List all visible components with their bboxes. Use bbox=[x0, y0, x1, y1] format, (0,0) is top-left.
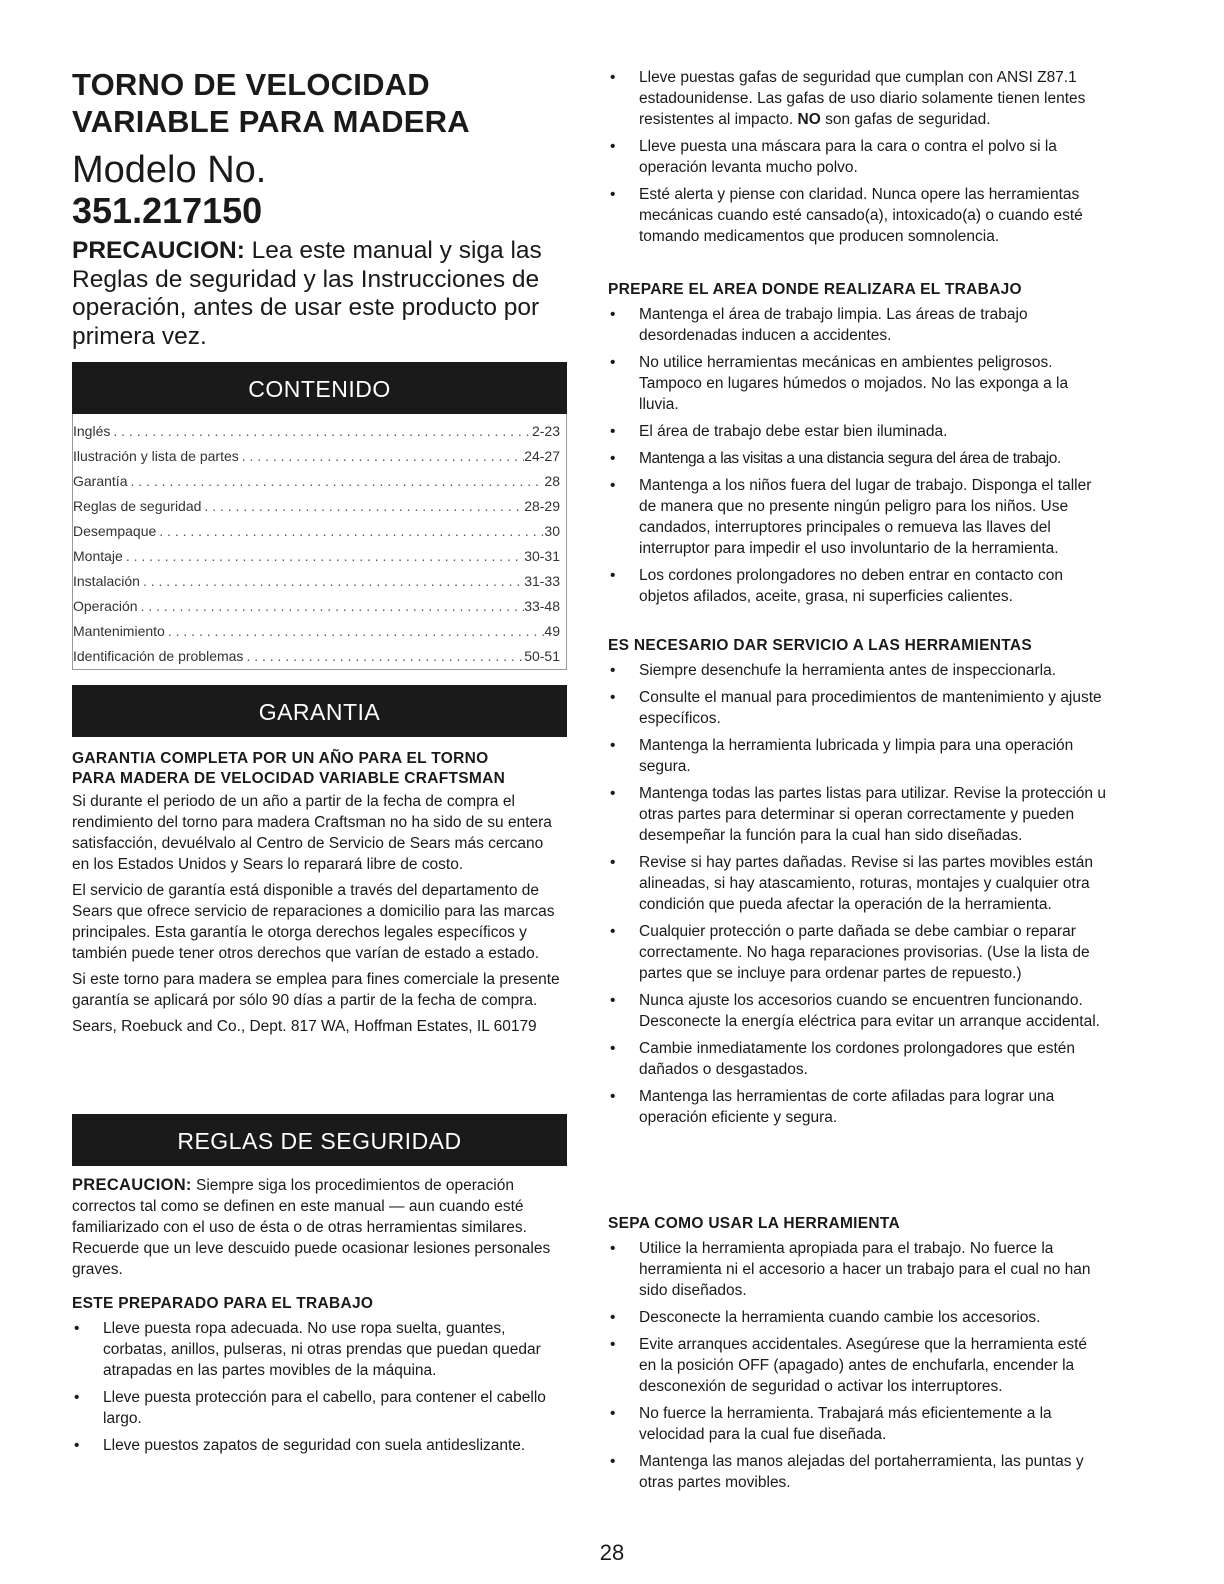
list-item-text: Cambie inmediatamente los cordones prolongadores que estén dañados o desgastados. bbox=[639, 1040, 1075, 1078]
toc-pages: 2-23 bbox=[531, 423, 560, 439]
list-item-text: Evite arranques accidentales. Asegúrese que la herramienta esté en la posición OFF (apagado) antes de enchufarla, encender la desconexión de seguridad o activar los interruptores. bbox=[639, 1336, 1088, 1395]
list-item bbox=[608, 783, 1106, 846]
toc-row bbox=[73, 620, 560, 642]
document-title bbox=[72, 66, 470, 140]
bullet: • bbox=[610, 1240, 616, 1257]
warranty-paragraph: El servicio de garantía está disponible a través del departamento de Sears que ofrece servicio de reparaciones a domicilio para las marcas principales. Esta garantía le otorga derechos legales específicos y también puede tener otros derechos que varían de estado a estado. bbox=[72, 882, 555, 962]
caution-intro-text: Lea este manual y siga las Reglas de seguridad y las Instrucciones de operación, antes de usar este producto por primera vez. bbox=[72, 237, 542, 350]
toc-label: Reglas de seguridad bbox=[73, 498, 202, 514]
service-heading: ES NECESARIO DAR SERVICIO A LAS HERRAMIENTAS bbox=[608, 637, 1032, 654]
bullet: • bbox=[610, 354, 616, 371]
list-item-text: Nunca ajuste los accesorios cuando se encuentren funcionando. Desconecte la energía eléctrica para evitar un arranque accidental. bbox=[639, 992, 1100, 1030]
toc-label: Operación bbox=[73, 598, 138, 614]
bullet: • bbox=[74, 1437, 80, 1454]
bullet: • bbox=[610, 567, 616, 584]
bullet: • bbox=[610, 1336, 616, 1353]
list-item-text: Utilice la herramienta apropiada para el trabajo. No fuerce la herramienta ni el accesorio a hacer un trabajo para el cual no han sido diseñados. bbox=[639, 1240, 1091, 1299]
warranty-paragraph: Si este torno para madera se emplea para fines comerciale la presente garantía se aplicará por sólo 90 días a partir de la fecha de compra. bbox=[72, 971, 560, 1009]
bullet: • bbox=[610, 1453, 616, 1470]
list-item-text: No fuerce la herramienta. Trabajará más eficientemente a la velocidad para la cual fue diseñada. bbox=[639, 1405, 1052, 1443]
prepared-continued-section bbox=[608, 67, 1106, 253]
list-item bbox=[608, 421, 1106, 442]
list-item bbox=[608, 687, 1106, 729]
work-area-list bbox=[608, 304, 1106, 607]
toc-pages: 31-33 bbox=[524, 573, 560, 589]
bullet: • bbox=[74, 1389, 80, 1406]
list-item-text: Esté alerta y piense con claridad. Nunca opere las herramientas mecánicas cuando esté cansado(a), intoxicado(a) o cuando esté tomando medicamentos que producen somnolencia. bbox=[639, 186, 1083, 245]
list-item bbox=[608, 352, 1106, 415]
list-item-text: Mantenga las herramientas de corte afiladas para lograr una operación eficiente y segura. bbox=[639, 1088, 1055, 1126]
list-item bbox=[608, 921, 1106, 984]
toc-leader bbox=[239, 445, 524, 467]
list-item-text: Mantenga a las visitas a una distancia segura del área de trabajo. bbox=[639, 450, 1061, 467]
caution-keyword: PRECAUCION: bbox=[72, 237, 245, 264]
list-item-text: El área de trabajo debe estar bien iluminada. bbox=[639, 423, 948, 440]
toc-pages: 28-29 bbox=[524, 498, 560, 514]
list-item-text: Los cordones prolongadores no deben entrar en contacto con objetos afilados, aceite, grasa, ni superficies calientes. bbox=[639, 567, 1063, 605]
list-item-text: Cualquier protección o parte dañada se debe cambiar o reparar correctamente. No haga reparaciones provisorias. (Use la lista de partes que se incluye para ordenar partes de repuesto.) bbox=[639, 923, 1090, 982]
list-item bbox=[608, 660, 1106, 681]
list-item bbox=[608, 565, 1106, 607]
list-item-text: Lleve puesta protección para el cabello, para contener el cabello largo. bbox=[103, 1389, 546, 1427]
list-item bbox=[608, 1403, 1106, 1445]
list-item bbox=[608, 136, 1106, 178]
bullet: • bbox=[610, 477, 616, 494]
toc-row bbox=[73, 470, 560, 492]
list-item bbox=[608, 1038, 1106, 1080]
bullet: • bbox=[610, 1040, 616, 1057]
toc-row bbox=[73, 595, 560, 617]
toc-leader bbox=[156, 520, 544, 542]
bullet: • bbox=[610, 923, 616, 940]
list-item bbox=[608, 448, 1106, 469]
toc-label: Ilustración y lista de partes bbox=[73, 448, 239, 464]
model-label: Modelo No. bbox=[72, 149, 267, 191]
bullet: • bbox=[610, 992, 616, 1009]
safety-banner: REGLAS DE SEGURIDAD bbox=[72, 1114, 567, 1166]
list-item bbox=[608, 304, 1106, 346]
work-area-heading: PREPARE EL AREA DONDE REALIZARA EL TRABAJO bbox=[608, 281, 1022, 298]
service-section bbox=[608, 636, 1106, 1134]
list-item bbox=[608, 1334, 1106, 1397]
list-item bbox=[608, 735, 1106, 777]
toc-label: Inglés bbox=[73, 423, 111, 439]
bullet: • bbox=[610, 450, 615, 467]
warranty-subheading-line-1: GARANTIA COMPLETA POR UN AÑO PARA EL TORNO bbox=[72, 750, 489, 767]
safety-caution-text: Siempre siga los procedimientos de operación correctos tal como se definen en este manual — aun cuando esté familiarizado con el uso de ésta o de otras herramientas similares. Recuerde que un leve descuido puede ocasionar lesiones personales graves. bbox=[72, 1177, 551, 1278]
caution-intro bbox=[72, 237, 567, 351]
list-item-text: Lleve puestos zapatos de seguridad con suela antideslizante. bbox=[103, 1437, 526, 1454]
toc-leader bbox=[201, 495, 524, 517]
service-list bbox=[608, 660, 1106, 1128]
contents-banner: CONTENIDO bbox=[72, 362, 567, 414]
list-item-text: Lleve puesta ropa adecuada. No use ropa suelta, guantes, corbatas, anillos, pulseras, ni otras prendas que puedan quedar atrapadas en las partes movibles de la máquina. bbox=[103, 1320, 541, 1379]
toc-leader bbox=[243, 645, 524, 667]
title-line-1: TORNO DE VELOCIDAD bbox=[72, 67, 430, 102]
toc-leader bbox=[110, 420, 532, 442]
toc-label: Montaje bbox=[73, 548, 123, 564]
bullet: • bbox=[610, 689, 616, 706]
list-item bbox=[608, 1238, 1106, 1301]
model-number: 351.217150 bbox=[72, 190, 263, 231]
warranty-subheading-line-2: PARA MADERA DE VELOCIDAD VARIABLE CRAFTSMAN bbox=[72, 770, 506, 787]
bullet: • bbox=[610, 1309, 616, 1326]
list-item bbox=[608, 1086, 1106, 1128]
bullet: • bbox=[610, 69, 616, 86]
list-item bbox=[608, 67, 1106, 130]
toc-row bbox=[73, 645, 560, 667]
list-item bbox=[608, 475, 1106, 559]
bullet: • bbox=[74, 1320, 80, 1337]
toc-pages: 49 bbox=[544, 623, 560, 639]
prepared-list bbox=[72, 1318, 567, 1456]
list-item bbox=[608, 1451, 1106, 1493]
warranty-banner: GARANTIA bbox=[72, 685, 567, 737]
toc-label: Instalación bbox=[73, 573, 140, 589]
toc-pages: 33-48 bbox=[524, 598, 560, 614]
safety-caution bbox=[72, 1175, 559, 1280]
toc-row bbox=[73, 570, 560, 592]
list-item-text: Consulte el manual para procedimientos de mantenimiento y ajuste específicos. bbox=[639, 689, 1102, 727]
list-item-text: Siempre desenchufe la herramienta antes de inspeccionarla. bbox=[639, 662, 1057, 679]
bullet: • bbox=[610, 785, 616, 802]
warranty-subheading bbox=[72, 749, 567, 789]
toc-label: Identificación de problemas bbox=[73, 648, 244, 664]
toc-pages: 30 bbox=[544, 523, 560, 539]
list-item-text: Mantenga a los niños fuera del lugar de trabajo. Disponga el taller de manera que no presente ningún peligro para los niños. Use candados, interruptores principales o remueva las llaves del interruptor para impedir el uso involuntario de la herramienta. bbox=[639, 477, 1092, 557]
toc-pages: 28 bbox=[544, 473, 560, 489]
prepared-continued-list bbox=[608, 67, 1106, 247]
list-item bbox=[608, 852, 1106, 915]
list-item-text: Desconecte la herramienta cuando cambie los accesorios. bbox=[639, 1309, 1041, 1326]
list-item bbox=[608, 1307, 1106, 1328]
toc-leader bbox=[140, 570, 524, 592]
bullet: • bbox=[610, 423, 616, 440]
work-area-section bbox=[608, 280, 1106, 613]
toc-label: Mantenimiento bbox=[73, 623, 165, 639]
warranty-address: Sears, Roebuck and Co., Dept. 817 WA, Hoffman Estates, IL 60179 bbox=[72, 1018, 537, 1035]
list-item bbox=[72, 1387, 567, 1429]
toc-pages: 50-51 bbox=[524, 648, 560, 664]
bullet: • bbox=[610, 138, 616, 155]
list-item-text: Mantenga las manos alejadas del portaherramienta, las puntas y otras partes movibles. bbox=[639, 1453, 1084, 1491]
list-item-text: Mantenga todas las partes listas para utilizar. Revise la protección u otras partes para determinar si operan correctamente y pueden desempeñar la función para la cual han sido diseñadas. bbox=[639, 785, 1106, 844]
bullet: • bbox=[610, 854, 616, 871]
know-tool-heading: SEPA COMO USAR LA HERRAMIENTA bbox=[608, 1215, 901, 1232]
bullet: • bbox=[610, 186, 616, 203]
bullet: • bbox=[610, 306, 616, 323]
list-item-text: No utilice herramientas mecánicas en ambientes peligrosos. Tampoco en lugares húmedos o mojados. No las exponga a la lluvia. bbox=[639, 354, 1069, 413]
toc-leader bbox=[165, 620, 545, 642]
toc-leader bbox=[123, 545, 524, 567]
toc-row bbox=[73, 495, 560, 517]
list-item bbox=[72, 1318, 567, 1381]
bullet: • bbox=[610, 662, 616, 679]
toc-pages: 30-31 bbox=[524, 548, 560, 564]
title-line-2: VARIABLE PARA MADERA bbox=[72, 104, 470, 139]
list-item-text: Revise si hay partes dañadas. Revise si las partes movibles están alineadas, si hay atascamiento, roturas, montajes y cualquier otra condición que pueda afectar la operación de la herramienta. bbox=[639, 854, 1094, 913]
toc-pages: 24-27 bbox=[524, 448, 560, 464]
warranty-paragraph: Si durante el periodo de un año a partir de la fecha de compra el rendimiento del torno para madera Craftsman no ha sido de su entera satisfacción, devuélvalo al Centro de Servicio de Sears más cercano en los Estados Unidos y Sears lo reparará libre de costo. bbox=[72, 793, 552, 873]
list-item bbox=[72, 1435, 567, 1456]
bullet: • bbox=[610, 1405, 616, 1422]
toc-row bbox=[73, 520, 560, 542]
toc-row bbox=[73, 445, 560, 467]
list-item bbox=[608, 990, 1106, 1032]
list-item-text: Lleve puestas gafas de seguridad que cumplan con ANSI Z87.1 estadounidense. Las gafas de uso diario solamente tienen lentes resistentes al impacto. bbox=[639, 69, 1086, 128]
bullet: • bbox=[610, 737, 616, 754]
safety-caution-keyword: PRECAUCION: bbox=[72, 1176, 192, 1194]
page-number: 28 bbox=[599, 1540, 625, 1565]
toc-label: Garantía bbox=[73, 473, 128, 489]
list-item-text: son gafas de seguridad. bbox=[820, 111, 991, 128]
know-tool-list bbox=[608, 1238, 1106, 1493]
bullet: • bbox=[610, 1088, 616, 1105]
toc-row bbox=[73, 545, 560, 567]
list-item-text: Mantenga el área de trabajo limpia. Las áreas de trabajo desordenadas inducen a accidentes. bbox=[639, 306, 1028, 344]
warranty-section bbox=[72, 749, 567, 1037]
list-item-text: Lleve puesta una máscara para la cara o contra el polvo si la operación levanta mucho polvo. bbox=[639, 138, 1057, 176]
prepared-section bbox=[72, 1294, 567, 1462]
safety-caution-paragraph bbox=[72, 1175, 559, 1280]
toc-row bbox=[73, 420, 560, 442]
list-item-emphasis: NO bbox=[797, 111, 821, 128]
prepared-heading: ESTE PREPARADO PARA EL TRABAJO bbox=[72, 1295, 374, 1312]
know-tool-section bbox=[608, 1214, 1106, 1499]
toc-leader bbox=[127, 470, 544, 492]
list-item bbox=[608, 184, 1106, 247]
toc-label: Desempaque bbox=[73, 523, 157, 539]
list-item-text: Mantenga la herramienta lubricada y limpia para una operación segura. bbox=[639, 737, 1074, 775]
toc-leader bbox=[138, 595, 525, 617]
